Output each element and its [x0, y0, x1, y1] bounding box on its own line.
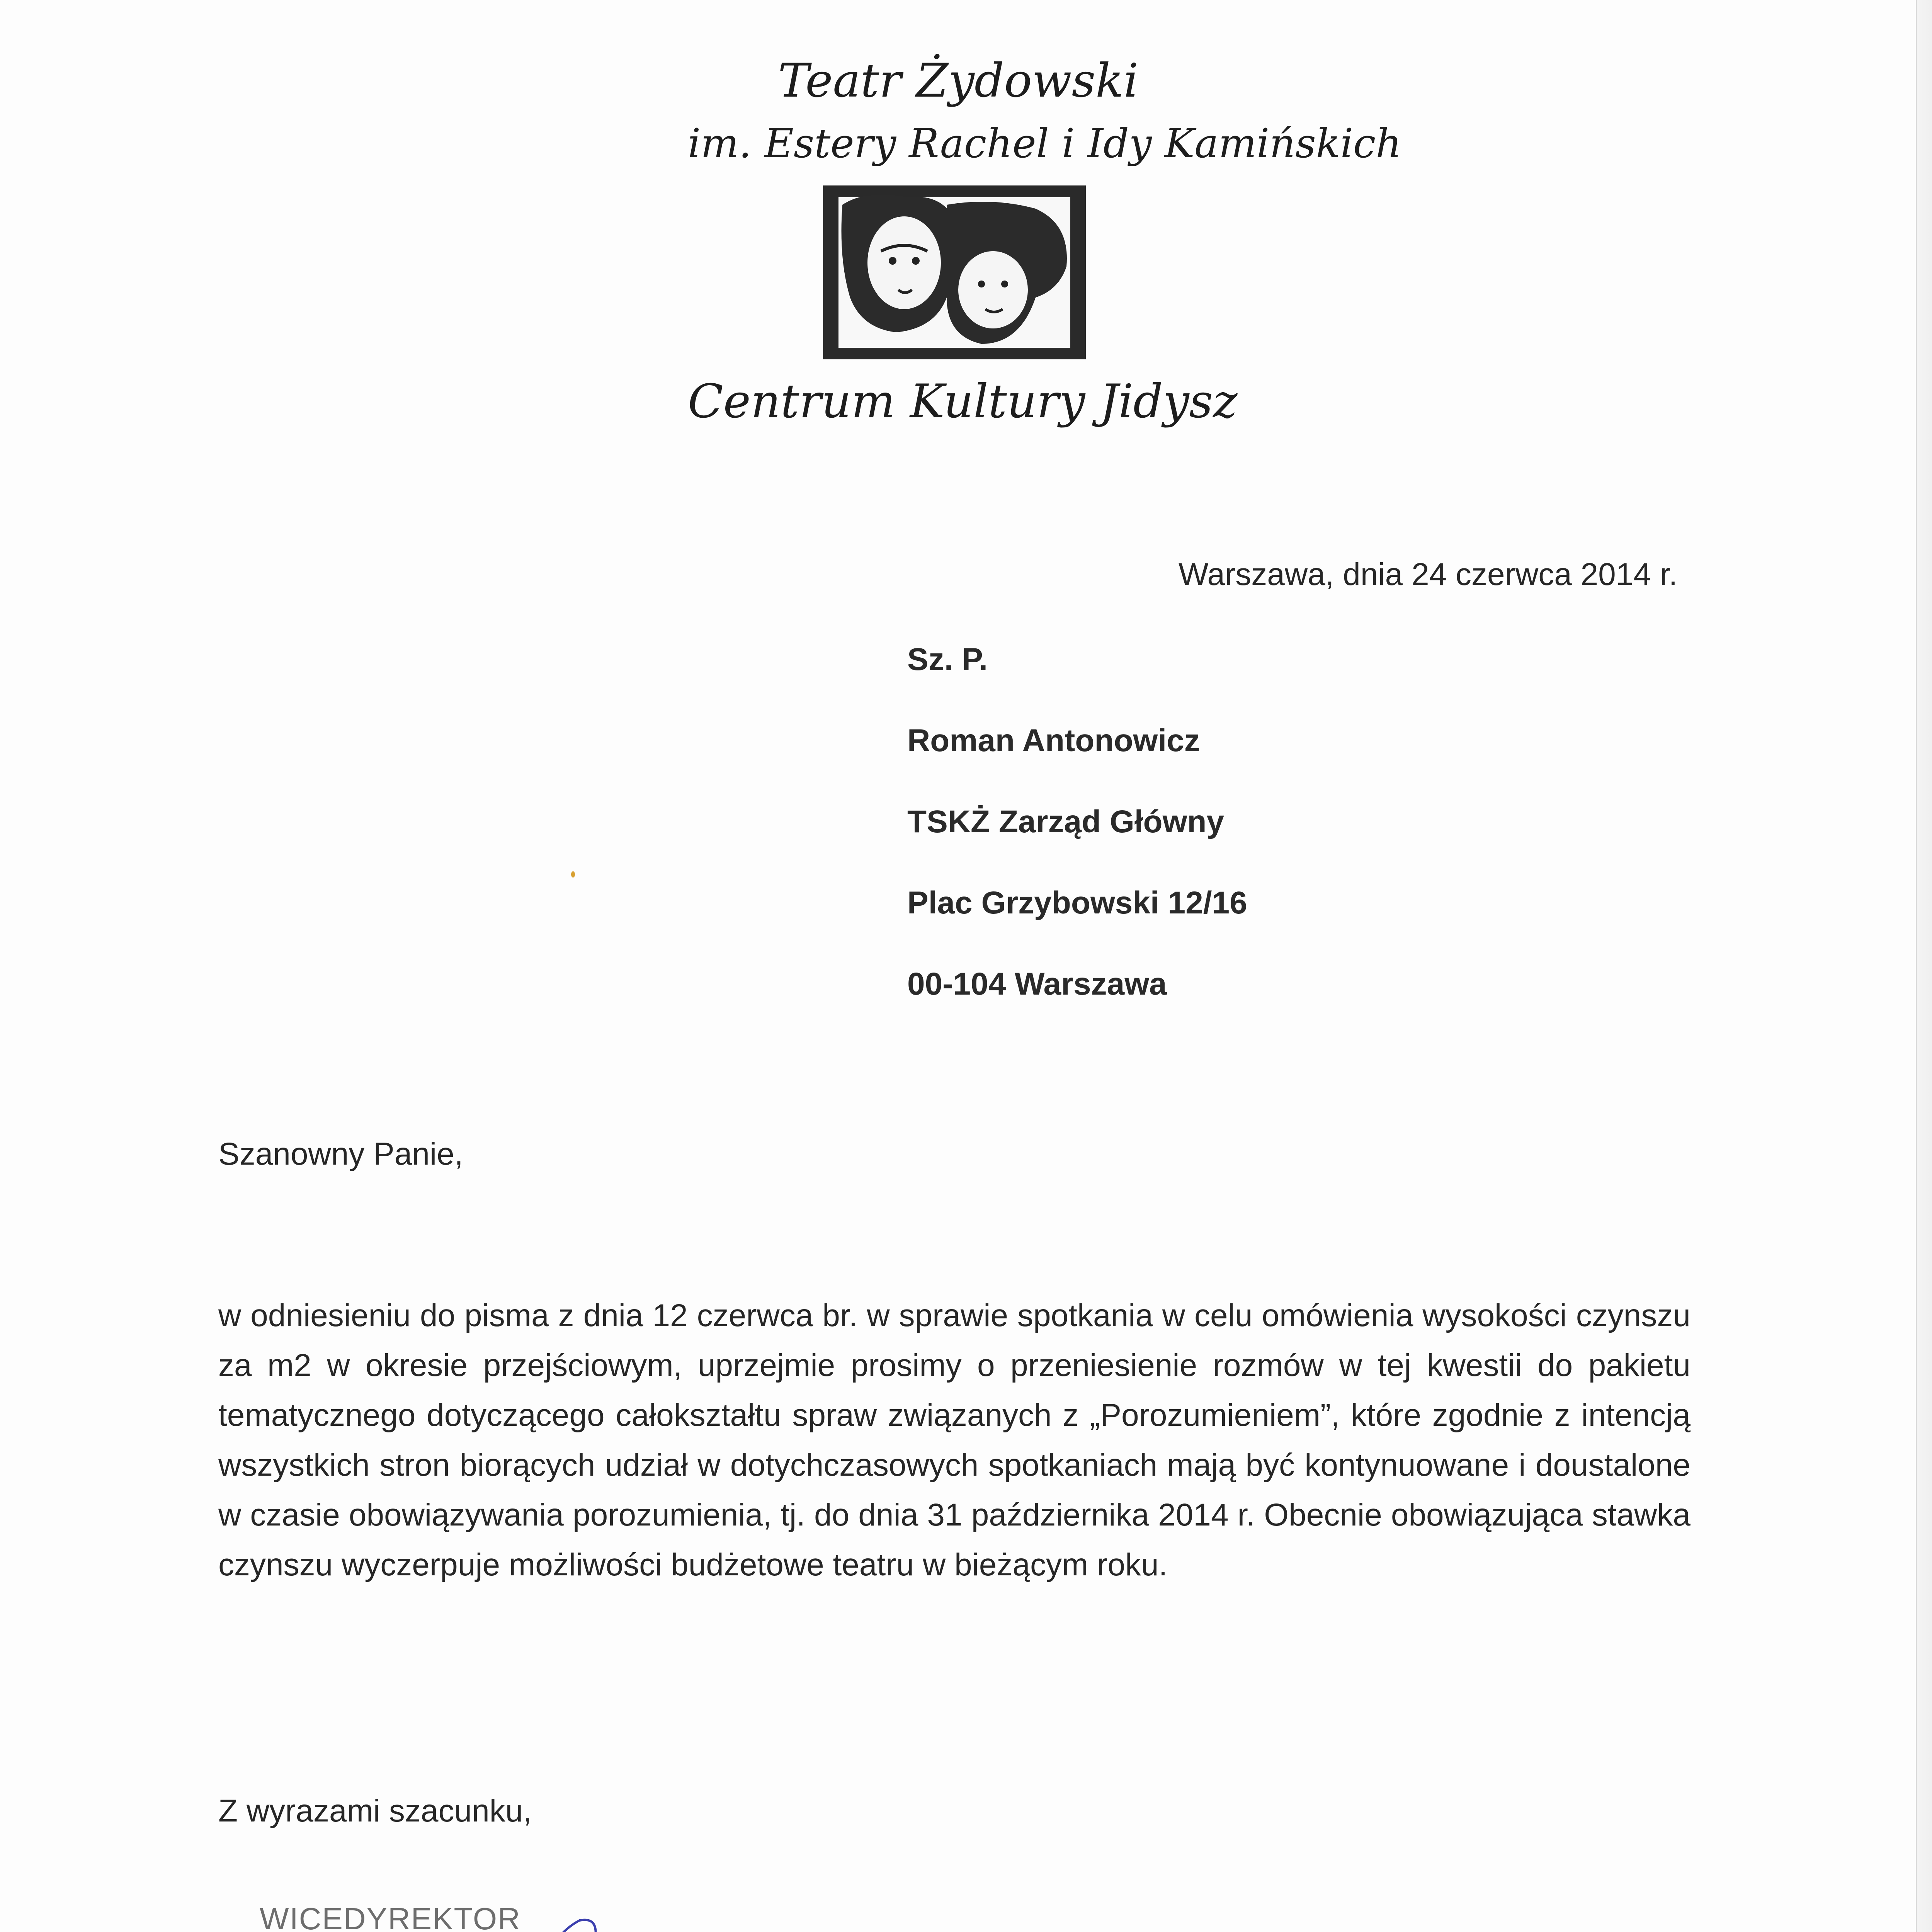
scan-speck — [571, 871, 575, 878]
theatre-logo — [688, 54, 1402, 440]
recipient-organization: TSKŻ Zarząd Główny — [907, 804, 1225, 839]
handwritten-signature — [240, 1893, 649, 1932]
salutation: Szanowny Panie, — [218, 1136, 463, 1172]
recipient-city: 00-104 Warszawa — [907, 966, 1167, 1002]
recipient-street: Plac Grzybowski 12/16 — [907, 885, 1247, 920]
closing: Z wyrazami szacunku, — [218, 1793, 532, 1828]
logo-title: Teatr Żydowski — [778, 54, 1139, 108]
logo-subtitle: im. Estery Rachel i Idy Kamińskich — [688, 120, 1402, 167]
recipient-line: Sz. P. — [907, 642, 988, 677]
recipient-name: Roman Antonowicz — [907, 723, 1200, 758]
stamp-title: WICEDYREKTOR — [260, 1901, 521, 1932]
logo-portrait-icon — [819, 182, 1090, 363]
scan-edge — [1916, 0, 1932, 1932]
letter-date: Warszawa, dnia 24 czerwca 2014 r. — [1179, 557, 1678, 592]
logo-caption: Centrum Kultury Jidysz — [688, 375, 1238, 429]
letter-body: w odniesieniu do pisma z dnia 12 czerwca br. w sprawie spotkania w celu omówienia wysokości czynszu za m2 w okresie przejściowym, uprzejmie prosimy o przeniesienie rozmów w tej kwestii do pakietu tematycznego dotyczącego całokształtu spraw związanych z „Porozumieniem”, które zgodnie z intencją wszystkich stron biorących udział w dotychczasowych spotkaniach mają być kontynuowane i doustalone w czasie obowiązywania porozumienia, tj. do dnia 31 października 2014 r. Obecnie obowiązująca stawka czynszu wyczerpuje możliwości budżetowe teatru w bieżącym roku. — [218, 1298, 1690, 1582]
